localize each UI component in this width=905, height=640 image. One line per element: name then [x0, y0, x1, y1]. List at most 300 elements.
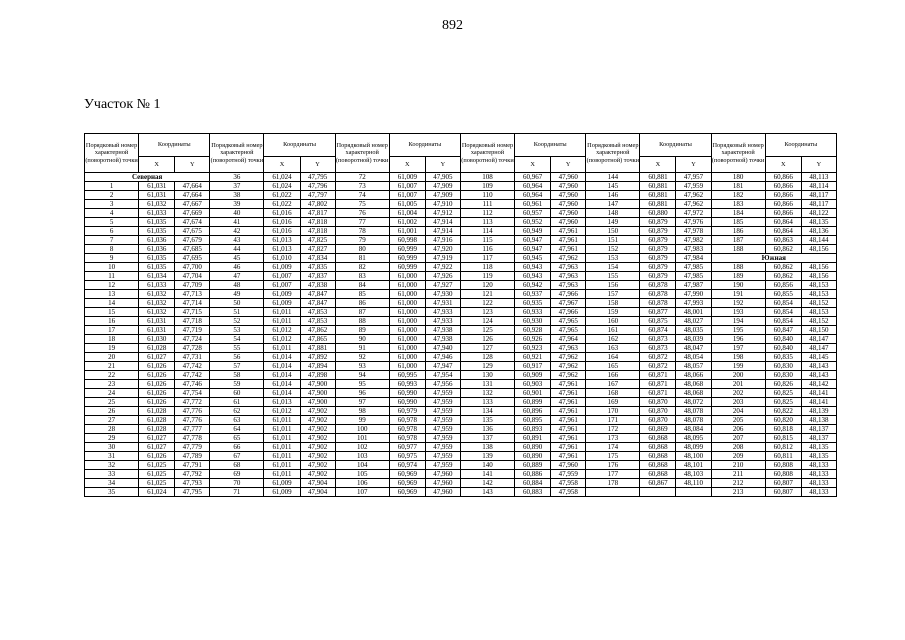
- x-value: 61,000: [389, 317, 425, 326]
- x-value: 60,921: [515, 353, 551, 362]
- point-number: 84: [335, 281, 389, 290]
- x-value: 60,879: [640, 263, 676, 272]
- y-value: 48,113: [801, 173, 836, 182]
- x-value: 60,878: [640, 290, 676, 299]
- table-row: [85, 380, 837, 389]
- y-value: 47,963: [551, 344, 586, 353]
- header-x: X: [389, 157, 425, 173]
- point-number: 184: [711, 209, 765, 218]
- x-value: 61,005: [389, 200, 425, 209]
- empty-cell: [640, 488, 676, 497]
- y-value: 47,902: [300, 416, 335, 425]
- point-number: 143: [460, 488, 514, 497]
- point-number: 4: [85, 209, 139, 218]
- y-value: 47,965: [551, 317, 586, 326]
- y-value: 47,797: [300, 191, 335, 200]
- y-value: 47,862: [300, 326, 335, 335]
- y-value: 47,940: [425, 344, 460, 353]
- x-value: 61,032: [139, 299, 175, 308]
- y-value: 47,792: [175, 470, 210, 479]
- x-value: 60,879: [640, 254, 676, 263]
- y-value: 48,136: [801, 227, 836, 236]
- point-number: 165: [586, 362, 640, 371]
- x-value: 61,014: [264, 353, 300, 362]
- point-number: 157: [586, 290, 640, 299]
- point-number: 161: [586, 326, 640, 335]
- header-point-number: Порядковый номер характерной (поворотной) точки: [586, 134, 640, 173]
- empty-cell: [676, 488, 711, 497]
- point-number: 45: [210, 254, 264, 263]
- x-value: 60,866: [765, 182, 801, 191]
- y-value: 47,902: [300, 470, 335, 479]
- point-number: 83: [335, 272, 389, 281]
- x-value: 60,880: [640, 209, 676, 218]
- table-row: [85, 227, 837, 236]
- point-number: 159: [586, 308, 640, 317]
- y-value: 47,960: [425, 488, 460, 497]
- x-value: 61,000: [389, 326, 425, 335]
- y-value: 47,922: [425, 263, 460, 272]
- point-number: 140: [460, 461, 514, 470]
- y-value: 48,153: [801, 281, 836, 290]
- x-value: 61,004: [389, 209, 425, 218]
- header-coordinates: Координаты: [389, 134, 460, 157]
- y-value: 48,152: [801, 299, 836, 308]
- y-value: 47,990: [676, 290, 711, 299]
- point-number: 49: [210, 290, 264, 299]
- x-value: 61,009: [389, 173, 425, 182]
- point-number: 194: [711, 317, 765, 326]
- header-point-number: Порядковый номер характерной (поворотной) точки: [85, 134, 139, 173]
- y-value: 47,963: [551, 281, 586, 290]
- x-value: 60,815: [765, 434, 801, 443]
- point-number: 69: [210, 470, 264, 479]
- y-value: 47,904: [300, 488, 335, 497]
- point-number: 107: [335, 488, 389, 497]
- y-value: 48,147: [801, 344, 836, 353]
- x-value: 60,999: [389, 254, 425, 263]
- point-number: 86: [335, 299, 389, 308]
- point-number: 106: [335, 479, 389, 488]
- x-value: 61,016: [264, 218, 300, 227]
- x-value: 60,822: [765, 407, 801, 416]
- y-value: 47,961: [551, 452, 586, 461]
- point-number: 177: [586, 470, 640, 479]
- x-value: 60,868: [640, 470, 676, 479]
- table-row: [85, 488, 837, 497]
- point-number: 10: [85, 263, 139, 272]
- x-value: 60,874: [640, 326, 676, 335]
- x-value: 60,866: [765, 200, 801, 209]
- y-value: 47,827: [300, 245, 335, 254]
- point-number: 203: [711, 398, 765, 407]
- x-value: 60,871: [640, 380, 676, 389]
- point-number: 75: [335, 200, 389, 209]
- y-value: 48,103: [676, 470, 711, 479]
- y-value: 47,962: [551, 371, 586, 380]
- point-number: 172: [586, 425, 640, 434]
- table-row: [85, 209, 837, 218]
- table-row: [85, 461, 837, 470]
- point-number: 209: [711, 452, 765, 461]
- y-value: 47,920: [425, 245, 460, 254]
- y-value: 47,704: [175, 272, 210, 281]
- y-value: 47,910: [425, 200, 460, 209]
- x-value: 61,028: [139, 425, 175, 434]
- point-number: 20: [85, 353, 139, 362]
- y-value: 47,960: [551, 461, 586, 470]
- y-value: 47,912: [425, 209, 460, 218]
- point-number: 89: [335, 326, 389, 335]
- x-value: 61,011: [264, 344, 300, 353]
- y-value: 47,958: [551, 488, 586, 497]
- point-number: 15: [85, 308, 139, 317]
- y-value: 47,965: [551, 326, 586, 335]
- point-number: 30: [85, 443, 139, 452]
- point-number: 105: [335, 470, 389, 479]
- point-number: 142: [460, 479, 514, 488]
- y-value: 48,084: [676, 425, 711, 434]
- point-number: 207: [711, 434, 765, 443]
- header-y: Y: [425, 157, 460, 173]
- y-value: 47,709: [175, 281, 210, 290]
- y-value: 47,900: [300, 380, 335, 389]
- point-number: 2: [85, 191, 139, 200]
- y-value: 47,959: [551, 470, 586, 479]
- x-value: 61,031: [139, 191, 175, 200]
- y-value: 47,938: [425, 335, 460, 344]
- y-value: 47,902: [300, 452, 335, 461]
- y-value: 47,916: [425, 236, 460, 245]
- point-number: 100: [335, 425, 389, 434]
- header-y: Y: [300, 157, 335, 173]
- point-number: 211: [711, 470, 765, 479]
- y-value: 47,961: [551, 227, 586, 236]
- y-value: 48,001: [676, 308, 711, 317]
- y-value: 47,700: [175, 263, 210, 272]
- point-number: 156: [586, 281, 640, 290]
- x-value: 61,034: [139, 272, 175, 281]
- x-value: 61,014: [264, 389, 300, 398]
- x-value: 60,943: [515, 272, 551, 281]
- y-value: 47,954: [425, 371, 460, 380]
- point-number: 31: [85, 452, 139, 461]
- y-value: 47,914: [425, 227, 460, 236]
- point-number: 109: [460, 182, 514, 191]
- x-value: 60,826: [765, 380, 801, 389]
- table-row: [85, 443, 837, 452]
- y-value: 48,068: [676, 389, 711, 398]
- x-value: 61,011: [264, 425, 300, 434]
- y-value: 48,156: [801, 263, 836, 272]
- point-number: 208: [711, 443, 765, 452]
- y-value: 47,959: [425, 416, 460, 425]
- point-number: 164: [586, 353, 640, 362]
- header-y: Y: [551, 157, 586, 173]
- point-number: 185: [711, 218, 765, 227]
- x-value: 61,030: [139, 335, 175, 344]
- point-number: 44: [210, 245, 264, 254]
- y-value: 48,099: [676, 443, 711, 452]
- y-value: 47,742: [175, 362, 210, 371]
- y-value: 48,150: [801, 326, 836, 335]
- x-value: 60,881: [640, 191, 676, 200]
- x-value: 61,024: [264, 173, 300, 182]
- table-row: [85, 452, 837, 461]
- point-number: 169: [586, 398, 640, 407]
- point-number: 206: [711, 425, 765, 434]
- y-value: 47,961: [551, 434, 586, 443]
- y-value: 47,898: [300, 371, 335, 380]
- point-number: 33: [85, 470, 139, 479]
- x-value: 60,917: [515, 362, 551, 371]
- x-value: 61,016: [264, 227, 300, 236]
- y-value: 47,964: [551, 335, 586, 344]
- x-value: 60,993: [389, 380, 425, 389]
- x-value: 60,871: [640, 371, 676, 380]
- point-number: 87: [335, 308, 389, 317]
- x-value: 60,873: [640, 335, 676, 344]
- y-value: 47,754: [175, 389, 210, 398]
- y-value: 47,847: [300, 299, 335, 308]
- point-number: 147: [586, 200, 640, 209]
- x-value: 60,945: [515, 254, 551, 263]
- region-south-label: Южная: [711, 254, 836, 263]
- table-row: [85, 200, 837, 209]
- x-value: 60,862: [765, 245, 801, 254]
- x-value: 61,007: [389, 182, 425, 191]
- x-value: 60,933: [515, 308, 551, 317]
- y-value: 47,669: [175, 209, 210, 218]
- point-number: 48: [210, 281, 264, 290]
- y-value: 47,933: [425, 308, 460, 317]
- x-value: 61,032: [139, 200, 175, 209]
- point-number: 123: [460, 308, 514, 317]
- point-number: 28: [85, 425, 139, 434]
- table-row: [85, 425, 837, 434]
- x-value: 60,879: [640, 272, 676, 281]
- x-value: 60,937: [515, 290, 551, 299]
- point-number: 50: [210, 299, 264, 308]
- x-value: 61,025: [139, 461, 175, 470]
- x-value: 60,926: [515, 335, 551, 344]
- y-value: 47,881: [300, 344, 335, 353]
- header-coordinates: Координаты: [515, 134, 586, 157]
- y-value: 47,902: [300, 425, 335, 434]
- point-number: 53: [210, 326, 264, 335]
- header-point-number: Порядковый номер характерной (поворотной) точки: [460, 134, 514, 173]
- point-number: 195: [711, 326, 765, 335]
- point-number: 148: [586, 209, 640, 218]
- y-value: 47,902: [300, 434, 335, 443]
- x-value: 60,975: [389, 452, 425, 461]
- y-value: 47,976: [676, 218, 711, 227]
- point-number: 90: [335, 335, 389, 344]
- x-value: 60,978: [389, 416, 425, 425]
- point-number: 191: [711, 290, 765, 299]
- x-value: 60,870: [640, 416, 676, 425]
- x-value: 60,872: [640, 353, 676, 362]
- x-value: 61,026: [139, 452, 175, 461]
- x-value: 61,002: [389, 218, 425, 227]
- x-value: 61,012: [264, 335, 300, 344]
- table-row: [85, 272, 837, 281]
- point-number: 82: [335, 263, 389, 272]
- y-value: 47,835: [300, 263, 335, 272]
- x-value: 60,812: [765, 443, 801, 452]
- y-value: 48,027: [676, 317, 711, 326]
- y-value: 47,960: [425, 479, 460, 488]
- y-value: 47,838: [300, 281, 335, 290]
- y-value: 48,153: [801, 308, 836, 317]
- empty-cell: [586, 488, 640, 497]
- point-number: 121: [460, 290, 514, 299]
- point-number: 5: [85, 218, 139, 227]
- point-number: 56: [210, 353, 264, 362]
- x-value: 60,883: [515, 488, 551, 497]
- y-value: 47,674: [175, 218, 210, 227]
- point-number: 8: [85, 245, 139, 254]
- table-row: [85, 281, 837, 290]
- x-value: 60,855: [765, 290, 801, 299]
- y-value: 47,724: [175, 335, 210, 344]
- x-value: 60,825: [765, 398, 801, 407]
- y-value: 47,956: [425, 380, 460, 389]
- y-value: 47,837: [300, 272, 335, 281]
- point-number: 65: [210, 434, 264, 443]
- point-number: 36: [210, 173, 264, 182]
- y-value: 48,100: [676, 452, 711, 461]
- x-value: 60,990: [389, 398, 425, 407]
- y-value: 47,675: [175, 227, 210, 236]
- x-value: 60,870: [640, 398, 676, 407]
- x-value: 60,891: [515, 434, 551, 443]
- x-value: 60,881: [640, 200, 676, 209]
- point-number: 210: [711, 461, 765, 470]
- header-coordinates: Координаты: [264, 134, 335, 157]
- point-number: 127: [460, 344, 514, 353]
- x-value: 60,879: [640, 227, 676, 236]
- x-value: 61,000: [389, 353, 425, 362]
- x-value: 61,028: [139, 407, 175, 416]
- y-value: 47,960: [551, 182, 586, 191]
- point-number: 175: [586, 452, 640, 461]
- x-value: 60,964: [515, 191, 551, 200]
- x-value: 60,868: [640, 434, 676, 443]
- x-value: 61,009: [264, 488, 300, 497]
- x-value: 60,854: [765, 299, 801, 308]
- y-value: 47,796: [300, 182, 335, 191]
- point-number: 183: [711, 200, 765, 209]
- x-value: 61,024: [264, 182, 300, 191]
- point-number: 119: [460, 272, 514, 281]
- y-value: 48,156: [801, 245, 836, 254]
- point-number: 24: [85, 389, 139, 398]
- y-value: 47,905: [425, 173, 460, 182]
- y-value: 47,960: [551, 218, 586, 227]
- x-value: 60,995: [389, 371, 425, 380]
- y-value: 47,746: [175, 380, 210, 389]
- y-value: 47,966: [551, 290, 586, 299]
- point-number: 64: [210, 425, 264, 434]
- x-value: 60,871: [640, 389, 676, 398]
- table-row: [85, 335, 837, 344]
- point-number: 200: [711, 371, 765, 380]
- y-value: 47,961: [551, 443, 586, 452]
- x-value: 60,967: [515, 173, 551, 182]
- table-row: [85, 362, 837, 371]
- point-number: 122: [460, 299, 514, 308]
- x-value: 61,011: [264, 461, 300, 470]
- y-value: 48,135: [801, 452, 836, 461]
- point-number: 144: [586, 173, 640, 182]
- point-number: 58: [210, 371, 264, 380]
- x-value: 60,947: [515, 236, 551, 245]
- x-value: 60,847: [765, 326, 801, 335]
- x-value: 61,026: [139, 362, 175, 371]
- y-value: 47,959: [425, 398, 460, 407]
- x-value: 60,872: [640, 362, 676, 371]
- x-value: 60,886: [515, 470, 551, 479]
- header-y: Y: [676, 157, 711, 173]
- y-value: 47,909: [425, 182, 460, 191]
- point-number: 76: [335, 209, 389, 218]
- y-value: 47,853: [300, 308, 335, 317]
- point-number: 108: [460, 173, 514, 182]
- table-row: [85, 263, 837, 272]
- x-value: 60,893: [515, 425, 551, 434]
- point-number: 37: [210, 182, 264, 191]
- x-value: 60,868: [640, 452, 676, 461]
- x-value: 60,884: [515, 479, 551, 488]
- point-number: 102: [335, 443, 389, 452]
- y-value: 47,959: [425, 425, 460, 434]
- header-point-number: Порядковый номер характерной (поворотной) точки: [335, 134, 389, 173]
- x-value: 61,009: [264, 263, 300, 272]
- point-number: 39: [210, 200, 264, 209]
- x-value: 61,011: [264, 470, 300, 479]
- x-value: 61,028: [139, 416, 175, 425]
- y-value: 47,957: [676, 173, 711, 182]
- point-number: 88: [335, 317, 389, 326]
- x-value: 61,000: [389, 308, 425, 317]
- y-value: 47,961: [551, 398, 586, 407]
- point-number: 94: [335, 371, 389, 380]
- point-number: 42: [210, 227, 264, 236]
- x-value: 61,014: [264, 380, 300, 389]
- point-number: 193: [711, 308, 765, 317]
- y-value: 47,789: [175, 452, 210, 461]
- point-number: 95: [335, 380, 389, 389]
- x-value: 61,009: [264, 290, 300, 299]
- header-coordinates: Координаты: [640, 134, 711, 157]
- table-row: [85, 182, 837, 191]
- y-value: 47,914: [425, 218, 460, 227]
- x-value: 61,013: [264, 236, 300, 245]
- y-value: 47,962: [551, 353, 586, 362]
- x-value: 61,007: [389, 191, 425, 200]
- y-value: 48,114: [801, 182, 836, 191]
- y-value: 48,142: [801, 380, 836, 389]
- y-value: 47,909: [425, 191, 460, 200]
- y-value: 47,865: [300, 335, 335, 344]
- header-coordinates: Координаты: [139, 134, 210, 157]
- y-value: 47,685: [175, 245, 210, 254]
- point-number: 35: [85, 488, 139, 497]
- point-number: 187: [711, 236, 765, 245]
- x-value: 60,969: [389, 470, 425, 479]
- point-number: 21: [85, 362, 139, 371]
